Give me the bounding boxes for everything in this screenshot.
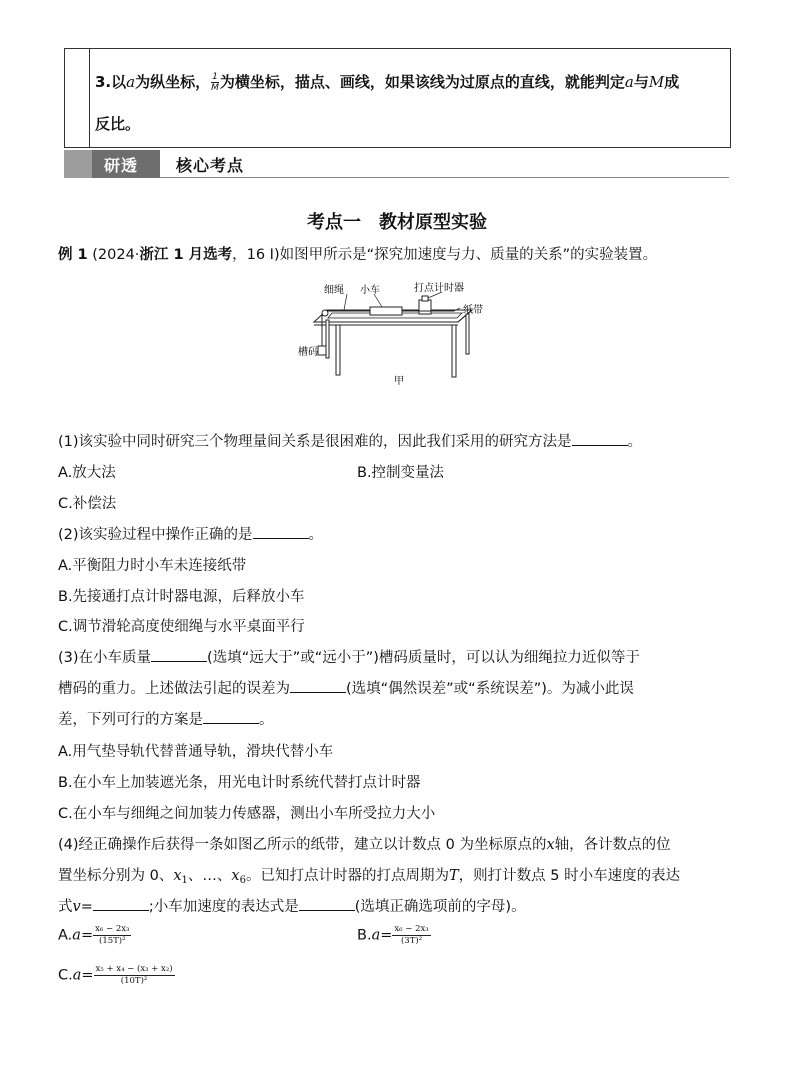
option-letter: B. bbox=[357, 927, 372, 944]
var-v: v bbox=[72, 899, 81, 915]
q1-end: 。 bbox=[627, 434, 643, 450]
answer-blank bbox=[253, 526, 309, 539]
table-left-column bbox=[65, 49, 90, 147]
q4-line2 bbox=[58, 864, 680, 886]
table-leg bbox=[466, 314, 469, 354]
var-x: x bbox=[546, 837, 555, 853]
formula-numerator: x₅ + x₄ − (x₃ + x₂) bbox=[95, 964, 173, 974]
var-a: a bbox=[72, 927, 81, 944]
q2-option-a: A.平衡阻力时小车未连接纸带 bbox=[58, 558, 247, 574]
q4-text: (4)经正确操作后获得一条如图乙所示的纸带，建立以计数点 0 为坐标原点的 bbox=[58, 837, 547, 853]
q3-text: 。 bbox=[259, 712, 274, 728]
summary-line2: 反比。 bbox=[95, 115, 141, 133]
summary-part: 为横坐标，描点、画线，如果该线为过原点的直线，就能判定 bbox=[219, 73, 625, 91]
q3-text: (3)在小车质量 bbox=[58, 650, 152, 666]
equals: = bbox=[80, 899, 93, 915]
var-a: a bbox=[126, 73, 136, 91]
formula-numerator: x₆ − 2x₃ bbox=[394, 924, 429, 934]
pulley bbox=[322, 310, 328, 316]
summary-part: 成 bbox=[664, 73, 680, 91]
var-x6: x bbox=[231, 868, 240, 884]
apparatus-figure bbox=[292, 280, 502, 390]
summary-part: 与 bbox=[633, 73, 649, 91]
q4-line3 bbox=[58, 895, 526, 916]
label-weight: 槽码 bbox=[298, 347, 318, 358]
q4-text: 置坐标分别为 0、 bbox=[58, 868, 174, 884]
var-a: a bbox=[624, 73, 634, 91]
banner-rule bbox=[160, 177, 729, 178]
formula-fraction bbox=[392, 924, 430, 947]
subscript: 1 bbox=[181, 875, 188, 886]
answer-blank bbox=[203, 711, 259, 724]
subscript: 6 bbox=[239, 875, 246, 886]
q1-option-a: A.放大法 bbox=[58, 465, 116, 481]
answer-blank bbox=[299, 898, 355, 911]
fraction-1-over-M bbox=[211, 72, 219, 93]
formula-denominator: (3T)² bbox=[400, 936, 423, 946]
q2-end: 。 bbox=[308, 527, 324, 543]
timer bbox=[419, 300, 431, 314]
var-M: M bbox=[648, 73, 665, 91]
q1-option-b: B.控制变量法 bbox=[357, 465, 445, 481]
answer-blank bbox=[290, 680, 346, 693]
summary-text bbox=[95, 61, 720, 145]
q3-option-c: C.在小车与细绳之间加装力传感器，测出小车所受拉力大小 bbox=[58, 806, 436, 822]
q1-option-c: C.补偿法 bbox=[58, 496, 117, 512]
formula-fraction bbox=[93, 924, 131, 947]
frac-numerator: 1 bbox=[212, 72, 218, 82]
q3-text: 槽码的重力。上述做法引起的误差为 bbox=[58, 681, 290, 697]
q4-text: ，则打计数点 5 时小车速度的表达 bbox=[458, 868, 681, 884]
example-source: (2024· bbox=[92, 247, 140, 263]
formula-denominator: (10T)² bbox=[120, 976, 148, 986]
q4-line1 bbox=[58, 833, 671, 854]
weight bbox=[318, 346, 326, 355]
q4-option-b bbox=[357, 924, 431, 947]
q3-line1 bbox=[58, 646, 640, 667]
table-leg bbox=[336, 325, 340, 375]
formula-fraction bbox=[94, 964, 175, 987]
label-tape: 纸带 bbox=[463, 305, 483, 316]
q3-text: (选填“远大于”或“远小于”)槽码质量时，可以认为细绳拉力近似等于 bbox=[207, 650, 640, 666]
q2-stem bbox=[58, 523, 323, 544]
q4-text: ;小车加速度的表达式是 bbox=[148, 899, 299, 915]
q3-option-a: A.用气垫导轨代替普通导轨，滑块代替小车 bbox=[58, 744, 334, 760]
q4-text: 。已知打点计时器的打点周期为 bbox=[245, 868, 449, 884]
figure-caption: 甲 bbox=[394, 376, 404, 387]
frac-denominator: M bbox=[211, 83, 219, 93]
q4-text: 、…、 bbox=[187, 868, 232, 884]
q3-line3 bbox=[58, 708, 274, 729]
q4-text: 轴，各计数点的位 bbox=[554, 837, 671, 853]
leader-rope bbox=[344, 294, 347, 310]
example-label: 例 1 bbox=[58, 247, 88, 263]
q4-text: 式 bbox=[58, 899, 73, 915]
summary-part: 3.以 bbox=[95, 73, 127, 91]
q4-option-c bbox=[58, 964, 175, 987]
label-cart: 小车 bbox=[360, 285, 380, 296]
label-timer: 打点计时器 bbox=[414, 283, 464, 294]
answer-blank bbox=[93, 898, 149, 911]
cart bbox=[370, 307, 402, 315]
table-leg bbox=[452, 325, 456, 377]
q3-line2 bbox=[58, 677, 634, 698]
q3-text: 差，下列可行的方案是 bbox=[58, 712, 203, 728]
var-a: a bbox=[72, 967, 82, 984]
banner-title: 核心考点 bbox=[176, 156, 245, 175]
timer-top bbox=[422, 296, 428, 301]
var-x1: x bbox=[173, 868, 182, 884]
section-heading: 考点一 教材原型实验 bbox=[307, 212, 487, 233]
q4-text: (选填正确选项前的字母)。 bbox=[354, 899, 526, 915]
equals: = bbox=[380, 927, 393, 944]
option-letter: A. bbox=[58, 927, 73, 944]
var-a: a bbox=[371, 927, 381, 944]
label-rope: 细绳 bbox=[324, 285, 344, 296]
q3-text: (选填“偶然误差”或“系统误差”)。为减小此误 bbox=[346, 681, 634, 697]
q1-stem bbox=[58, 430, 642, 451]
q2-option-c: C.调节滑轮高度使细绳与水平桌面平行 bbox=[58, 619, 305, 635]
section-banner bbox=[64, 150, 729, 178]
example-source-bold: 浙江 1 月选考 bbox=[139, 247, 233, 263]
equals: = bbox=[80, 927, 94, 944]
summary-table bbox=[64, 48, 731, 148]
formula-denominator: (15T)² bbox=[99, 936, 126, 946]
option-letter: C. bbox=[58, 967, 73, 984]
var-T: T bbox=[448, 868, 459, 884]
banner-tag: 研透 bbox=[104, 156, 139, 175]
q3-option-b: B.在小车上加装遮光条，用光电计时系统代替打点计时器 bbox=[58, 775, 421, 791]
q4-option-a bbox=[58, 924, 131, 947]
q1-text: (1)该实验中同时研究三个物理量间关系是很困难的，因此我们采用的研究方法是 bbox=[58, 434, 572, 450]
example-intro bbox=[58, 243, 657, 264]
q2-text: (2)该实验过程中操作正确的是 bbox=[58, 527, 253, 543]
q2-option-b: B.先接通打点计时器电源，后释放小车 bbox=[58, 589, 305, 605]
example-text: ，16 Ⅰ)如图甲所示是“探究加速度与力、质量的关系”的实验装置。 bbox=[232, 247, 658, 263]
answer-blank bbox=[572, 433, 628, 446]
summary-part: 为纵坐标， bbox=[135, 73, 211, 91]
answer-blank bbox=[151, 649, 207, 662]
formula-numerator: x₆ − 2x₃ bbox=[95, 924, 130, 934]
equals: = bbox=[81, 967, 94, 984]
